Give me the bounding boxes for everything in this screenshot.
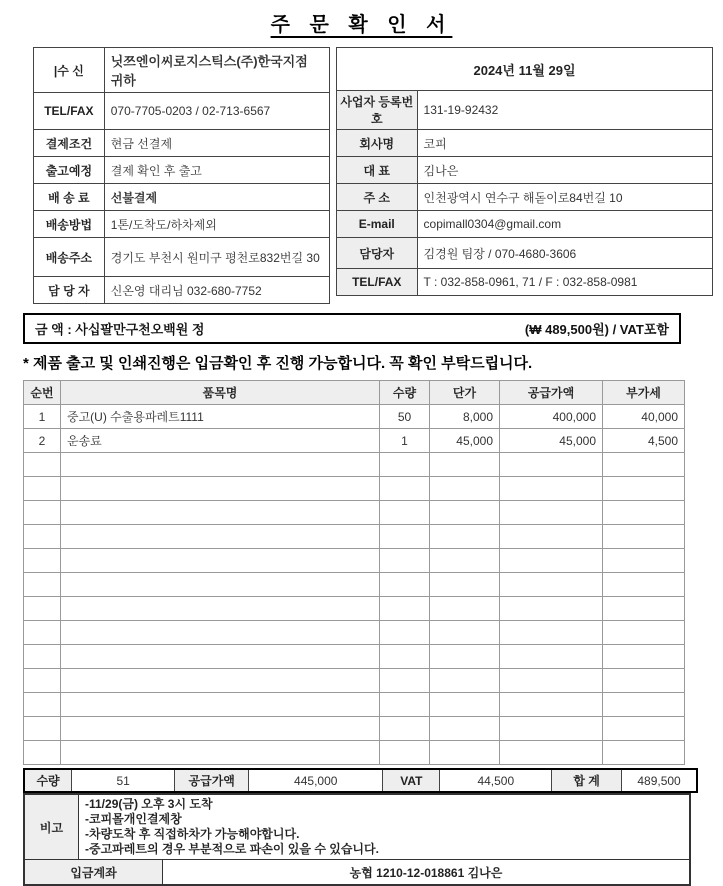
empty-cell	[500, 717, 603, 741]
supplier-row-value: 131-19-92432	[417, 91, 712, 130]
supplier-row-label: 사업자 등록번호	[337, 91, 418, 130]
empty-cell	[500, 645, 603, 669]
empty-cell	[24, 525, 61, 549]
empty-cell	[603, 453, 685, 477]
empty-cell	[380, 549, 430, 573]
amount-numeric: (₩ 489,500원) / VAT포함	[524, 322, 669, 337]
empty-cell	[380, 525, 430, 549]
page-title: 주 문 확 인 서	[270, 14, 453, 36]
empty-cell	[24, 549, 61, 573]
table-row	[34, 184, 330, 211]
table-row	[24, 501, 685, 525]
empty-cell	[61, 693, 380, 717]
summary-vat-value: 44,500	[440, 769, 552, 792]
table-row	[34, 277, 330, 304]
summary-total-value: 489,500	[622, 769, 697, 792]
item-qty: 50	[380, 405, 430, 429]
table-row	[24, 405, 685, 429]
empty-cell	[24, 693, 61, 717]
supplier-row-value: 김경원 팀장 / 070-4680-3606	[417, 238, 712, 269]
empty-cell	[603, 741, 685, 765]
column-header-name: 품목명	[61, 381, 380, 405]
total-amount-bar	[23, 313, 681, 344]
table-row	[34, 211, 330, 238]
table-row	[34, 238, 330, 277]
recipient-row-value: 현금 선결제	[104, 130, 329, 157]
empty-cell	[603, 669, 685, 693]
empty-cell	[500, 477, 603, 501]
column-header-unit-price: 단가	[430, 381, 500, 405]
table-row	[24, 597, 685, 621]
table-row	[34, 157, 330, 184]
amount-in-words: 금 액 : 사십팔만구천오백원 정	[35, 322, 205, 337]
empty-cell	[24, 501, 61, 525]
table-row	[24, 717, 685, 741]
empty-cell	[500, 453, 603, 477]
empty-cell	[61, 621, 380, 645]
empty-cell	[24, 717, 61, 741]
summary-qty-value: 51	[72, 769, 175, 792]
table-row	[24, 453, 685, 477]
empty-cell	[380, 741, 430, 765]
summary-vat-label: VAT	[383, 769, 440, 792]
supplier-row-value: 코피	[417, 130, 712, 157]
supplier-row-label: 담당자	[337, 238, 418, 269]
empty-cell	[380, 693, 430, 717]
empty-cell	[380, 645, 430, 669]
account-value: 농협 1210-12-018861 김나은	[349, 865, 503, 880]
supplier-row-label: E-mail	[337, 211, 418, 238]
empty-cell	[500, 573, 603, 597]
recipient-row-label: 출고예정	[34, 157, 105, 184]
table-row	[337, 269, 713, 296]
empty-cell	[603, 525, 685, 549]
empty-cell	[61, 453, 380, 477]
summary-supply-label: 공급가액	[175, 769, 249, 792]
item-unit-price: 8,000	[430, 405, 500, 429]
table-row	[24, 573, 685, 597]
remarks-line: -차량도착 후 직접하차가 가능해야합니다.	[85, 827, 300, 841]
summary-supply-value: 445,000	[249, 769, 383, 792]
empty-cell	[603, 573, 685, 597]
remarks-content	[79, 795, 689, 859]
summary-total-label: 합 계	[552, 769, 622, 792]
empty-cell	[61, 477, 380, 501]
table-row	[34, 93, 330, 130]
empty-cell	[24, 597, 61, 621]
item-no: 1	[24, 405, 61, 429]
table-row	[337, 91, 713, 130]
table-row	[34, 48, 330, 93]
empty-cell	[24, 477, 61, 501]
empty-cell	[380, 501, 430, 525]
table-row	[24, 477, 685, 501]
empty-cell	[61, 597, 380, 621]
items-header-row	[24, 381, 685, 405]
item-unit-price: 45,000	[430, 429, 500, 453]
empty-cell	[380, 477, 430, 501]
empty-cell	[603, 477, 685, 501]
table-row	[337, 184, 713, 211]
table-row	[24, 693, 685, 717]
table-row	[24, 429, 685, 453]
account-row	[25, 859, 689, 884]
empty-cell	[380, 453, 430, 477]
recipient-row-value: 1톤/도착도/하차제외	[104, 211, 329, 238]
table-row	[337, 157, 713, 184]
item-supply: 400,000	[500, 405, 603, 429]
empty-cell	[24, 741, 61, 765]
remarks-row	[25, 795, 689, 859]
empty-cell	[430, 453, 500, 477]
summary-qty-label: 수량	[24, 769, 72, 792]
table-row	[24, 741, 685, 765]
empty-cell	[430, 621, 500, 645]
empty-cell	[24, 621, 61, 645]
recipient-row-label: 배송방법	[34, 211, 105, 238]
supplier-row-value: copimall0304@gmail.com	[417, 211, 712, 238]
table-row	[24, 525, 685, 549]
summary-table	[23, 768, 698, 793]
recipient-row-value: 결제 확인 후 출고	[104, 157, 329, 184]
empty-cell	[430, 597, 500, 621]
empty-cell	[500, 741, 603, 765]
empty-cell	[500, 693, 603, 717]
empty-cell	[500, 549, 603, 573]
column-header-supply: 공급가액	[500, 381, 603, 405]
empty-cell	[430, 693, 500, 717]
column-header-no: 순번	[24, 381, 61, 405]
recipient-row-label: 담 당 자	[34, 277, 105, 304]
recipient-row-value: 신온영 대리님 032-680-7752	[104, 277, 329, 304]
supplier-row-label: 대 표	[337, 157, 418, 184]
empty-cell	[380, 597, 430, 621]
table-row	[34, 130, 330, 157]
empty-cell	[430, 525, 500, 549]
empty-cell	[500, 621, 603, 645]
empty-cell	[603, 717, 685, 741]
recipient-row-label: 배 송 료	[34, 184, 105, 211]
empty-cell	[61, 549, 380, 573]
item-vat: 40,000	[603, 405, 685, 429]
empty-cell	[500, 525, 603, 549]
remarks-line: -코피몰개인결제창	[85, 812, 182, 826]
empty-cell	[61, 717, 380, 741]
item-no: 2	[24, 429, 61, 453]
empty-cell	[430, 645, 500, 669]
empty-cell	[603, 693, 685, 717]
empty-cell	[603, 501, 685, 525]
empty-cell	[61, 573, 380, 597]
document-date: 2024년 11월 29일	[337, 48, 713, 91]
empty-cell	[500, 669, 603, 693]
empty-cell	[24, 573, 61, 597]
supplier-row-label: 주 소	[337, 184, 418, 211]
empty-cell	[430, 501, 500, 525]
empty-cell	[500, 501, 603, 525]
recipient-row-value: 닛쯔엔이씨로지스틱스(주)한국지점 귀하	[104, 48, 329, 93]
recipient-row-label: |수 신	[34, 48, 105, 93]
table-row	[337, 130, 713, 157]
supplier-row-value: T : 032-858-0961, 71 / F : 032-858-0981	[417, 269, 712, 296]
recipient-row-label: 결제조건	[34, 130, 105, 157]
recipient-row-value: 경기도 부천시 원미구 평천로832번길 30	[104, 238, 329, 277]
empty-cell	[430, 477, 500, 501]
empty-cell	[24, 669, 61, 693]
recipient-row-value: 선불결제	[104, 184, 329, 211]
empty-cell	[380, 669, 430, 693]
remarks-line: -중고파레트의 경우 부분적으로 파손이 있을 수 있습니다.	[85, 842, 379, 856]
column-header-vat: 부가세	[603, 381, 685, 405]
summary-row	[24, 769, 697, 792]
item-name: 운송료	[61, 429, 380, 453]
supplier-row-value: 인천광역시 연수구 해돋이로84번길 10	[417, 184, 712, 211]
recipient-row-value: 070-7705-0203 / 02-713-6567	[104, 93, 329, 130]
empty-cell	[24, 645, 61, 669]
table-row	[24, 549, 685, 573]
item-supply: 45,000	[500, 429, 603, 453]
recipient-table	[33, 47, 330, 304]
empty-cell	[24, 453, 61, 477]
empty-cell	[430, 741, 500, 765]
supplier-row-value: 김나은	[417, 157, 712, 184]
column-header-qty: 수량	[380, 381, 430, 405]
empty-cell	[61, 741, 380, 765]
item-name: 중고(U) 수출용파레트1111	[61, 405, 380, 429]
account-label: 입금계좌	[25, 860, 163, 884]
empty-cell	[430, 549, 500, 573]
empty-cell	[603, 597, 685, 621]
empty-cell	[430, 573, 500, 597]
table-row	[24, 669, 685, 693]
table-row	[24, 645, 685, 669]
empty-cell	[430, 717, 500, 741]
payment-notice: * 제품 출고 및 인쇄진행은 입금확인 후 진행 가능합니다. 꼭 확인 부탁드립니다.	[23, 355, 533, 372]
empty-cell	[603, 621, 685, 645]
header-info-section	[33, 47, 723, 304]
remarks-line: -11/29(금) 오후 3시 도착	[85, 797, 213, 811]
items-table-body	[24, 405, 685, 765]
items-table	[23, 380, 685, 765]
table-row	[24, 621, 685, 645]
supplier-row-label: 회사명	[337, 130, 418, 157]
empty-cell	[61, 669, 380, 693]
item-qty: 1	[380, 429, 430, 453]
table-row	[337, 238, 713, 269]
table-row	[337, 48, 713, 91]
supplier-row-label: TEL/FAX	[337, 269, 418, 296]
item-vat: 4,500	[603, 429, 685, 453]
empty-cell	[380, 621, 430, 645]
supplier-table	[336, 47, 713, 296]
empty-cell	[380, 717, 430, 741]
empty-cell	[61, 645, 380, 669]
recipient-row-label: 배송주소	[34, 238, 105, 277]
remarks-account-section	[23, 793, 691, 886]
empty-cell	[61, 525, 380, 549]
empty-cell	[61, 501, 380, 525]
remarks-label: 비고	[25, 795, 79, 859]
recipient-row-label: TEL/FAX	[34, 93, 105, 130]
empty-cell	[380, 573, 430, 597]
empty-cell	[500, 597, 603, 621]
table-row	[337, 211, 713, 238]
empty-cell	[603, 549, 685, 573]
empty-cell	[603, 645, 685, 669]
empty-cell	[430, 669, 500, 693]
